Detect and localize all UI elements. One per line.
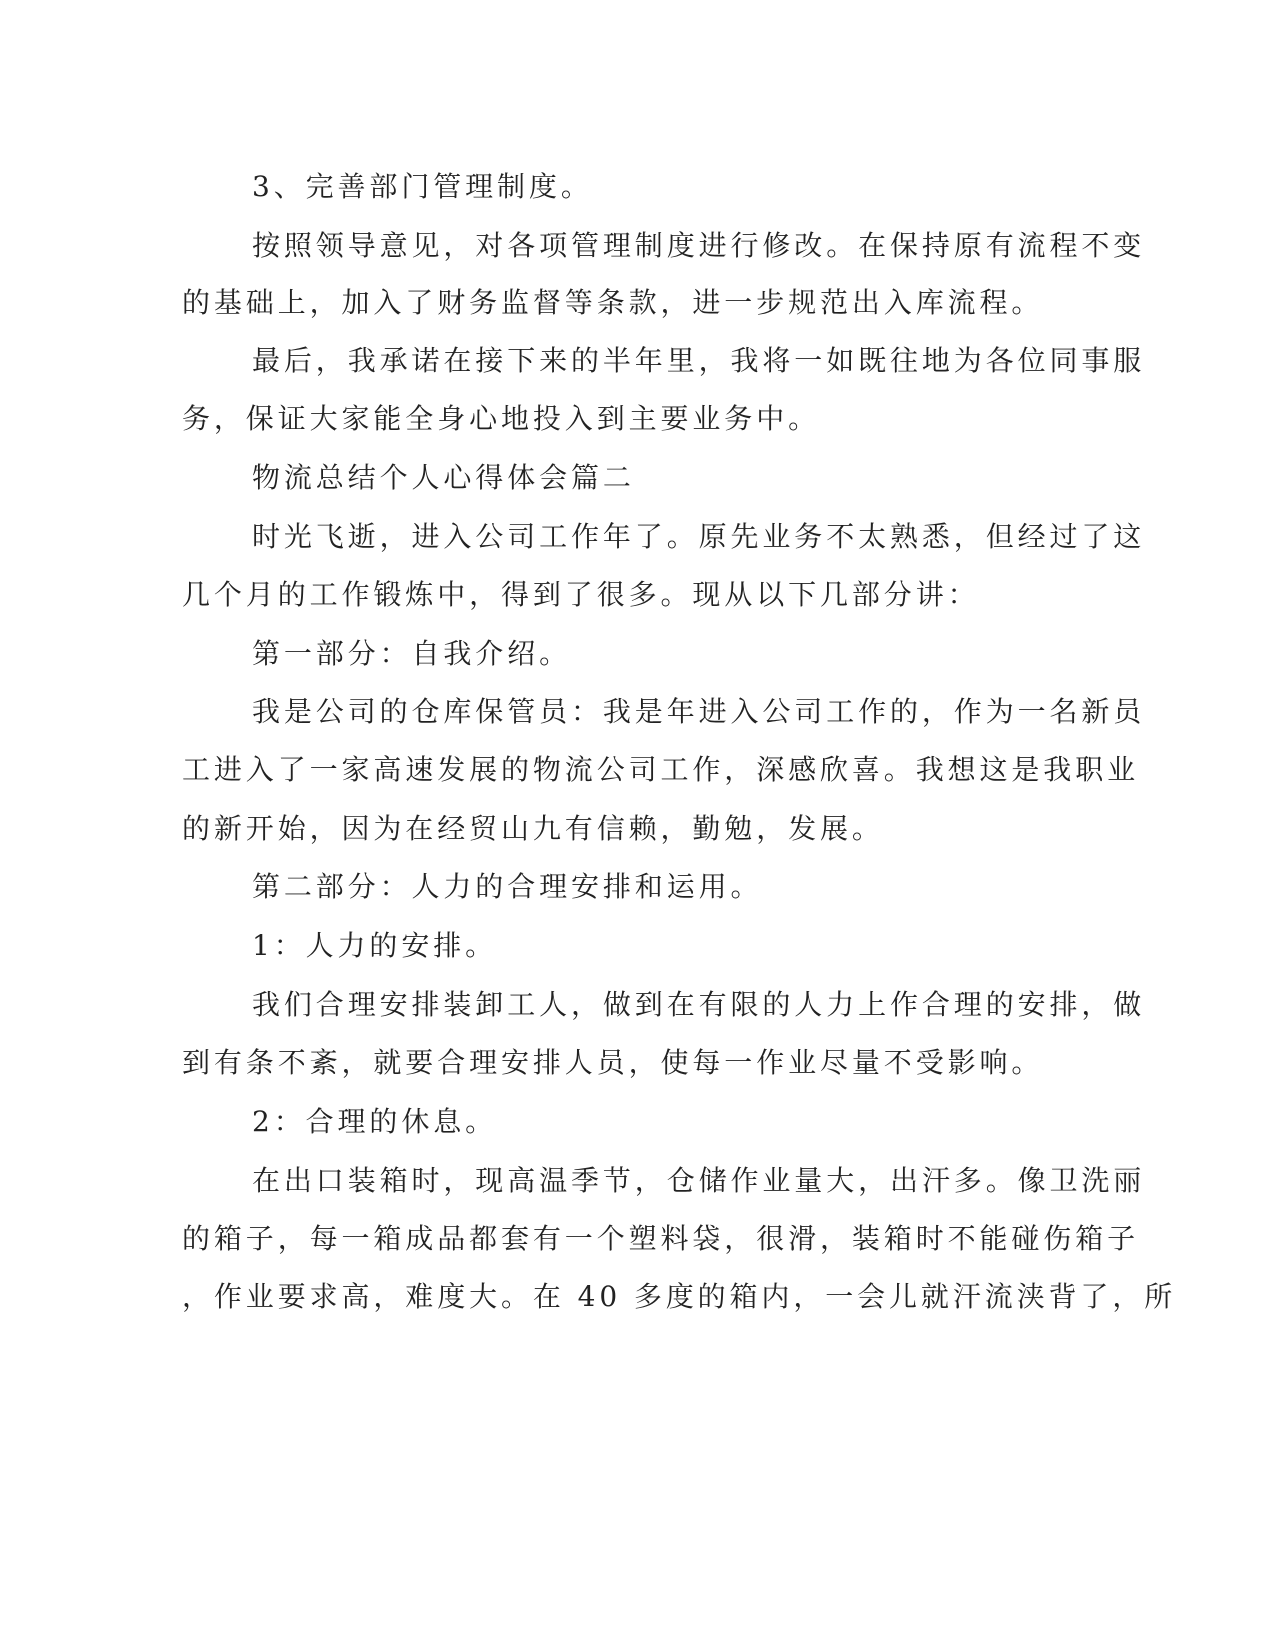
paragraph-line: 按照领导意见，对各项管理制度进行修改。在保持原有流程不变 xyxy=(252,229,1146,262)
section-heading: 第二部分：人力的合理安排和运用。 xyxy=(252,870,763,903)
paragraph-line: 最后，我承诺在接下来的半年里，我将一如既往地为各位同事服 xyxy=(252,344,1146,377)
subsection-heading: 1：人力的安排。 xyxy=(252,929,498,962)
paragraph-line: 的箱子，每一箱成品都套有一个塑料袋，很滑，装箱时不能碰伤箱子 xyxy=(182,1222,1140,1255)
paragraph-line: 时光飞逝，进入公司工作年了。原先业务不太熟悉，但经过了这 xyxy=(252,520,1146,553)
paragraph-line: 务，保证大家能全身心地投入到主要业务中。 xyxy=(182,402,821,435)
section-heading: 第一部分：自我介绍。 xyxy=(252,637,572,670)
paragraph-line: ，作业要求高，难度大。在 40 多度的箱内，一会儿就汗流浃背了，所 xyxy=(182,1280,1177,1313)
paragraph-line: 的基础上，加入了财务监督等条款，进一步规范出入库流程。 xyxy=(182,286,1044,319)
article-title: 物流总结个人心得体会篇二 xyxy=(252,461,635,494)
paragraph-line: 工进入了一家高速发展的物流公司工作，深感欣喜。我想这是我职业 xyxy=(182,753,1140,786)
paragraph-line: 我是公司的仓库保管员：我是年进入公司工作的，作为一名新员 xyxy=(252,695,1146,728)
section-heading: 3、完善部门管理制度。 xyxy=(252,170,593,203)
paragraph-line: 的新开始，因为在经贸山九有信赖，勤勉，发展。 xyxy=(182,812,884,845)
paragraph-line: 我们合理安排装卸工人，做到在有限的人力上作合理的安排，做 xyxy=(252,988,1146,1021)
paragraph-line: 几个月的工作锻炼中，得到了很多。现从以下几部分讲： xyxy=(182,578,980,611)
paragraph-line: 到有条不紊，就要合理安排人员，使每一作业尽量不受影响。 xyxy=(182,1046,1044,1079)
paragraph-line: 在出口装箱时，现高温季节，仓储作业量大，出汗多。像卫洗丽 xyxy=(252,1164,1146,1197)
subsection-heading: 2：合理的休息。 xyxy=(252,1105,498,1138)
